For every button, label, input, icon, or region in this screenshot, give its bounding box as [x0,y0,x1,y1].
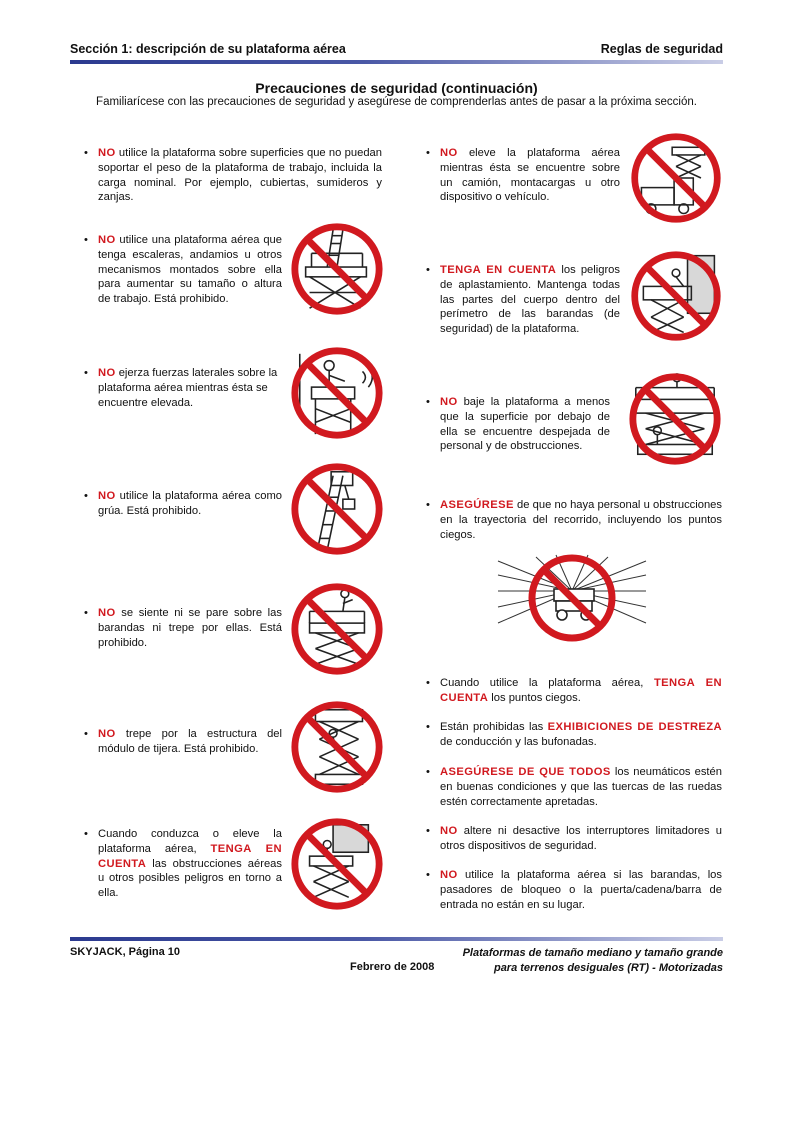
right-item-5: • Cuando utilice la plataforma aérea, TENGA EN CUENTA los puntos ciegos. [426,677,722,704]
header-section-title: Sección 1: descripción de su plataforma aérea [70,42,346,56]
left-item-3: • NO ejerza fuerzas laterales sobre la plataforma aérea mientras ésta se encuentre elevada. [84,367,278,409]
prohibition-icon [628,130,724,226]
left-item-1: • NO utilice la plataforma sobre superficies que no puedan soportar el peso de la plataforma de trabajo, incluida la carga nominal. Por ejemplo, cubiertas, sumideros y zanjas. [84,147,382,204]
right-item-7: • ASEGÚRESE DE QUE TODOS los neumáticos estén en buenas condiciones y que las tuercas de las ruedas estén correctamente apretadas. [426,766,722,808]
bullet: • [84,147,88,159]
right-item-2: • TENGA EN CUENTA los peligros de aplastamiento. Mantenga todas las partes del cuerpo dentro del perímetro de las barandas (de seguridad) de la plataforma. [426,264,621,336]
left-item-2: • NO utilice una plataforma aérea que tenga escaleras, andamios u otros mecanismos montados sobre ella para aumentar su tamaño o altura de trabajo. Está prohibido. [84,234,282,306]
left-item-7: • Cuando conduzca o eleve la plataforma aérea, TENGA EN CUENTA las obstrucciones aéreas u otros posibles peligros en torno a ella. [84,828,283,900]
prohibition-icon [288,698,386,796]
prohibition-icon [628,248,724,344]
left-item-5: • NO se siente ni se pare sobre las barandas ni trepe por ellas. Está prohibido. [84,607,282,649]
prohibition-icon [288,220,386,318]
prohibition-icon [288,580,386,678]
footer-page-number: SKYJACK, Página 10 [70,946,181,958]
right-item-4: • ASEGÚRESE de que no haya personal u obstrucciones en la trayectoria del recorrido, incluyendo los puntos ciegos. [426,499,722,541]
prohibition-icon [496,553,648,643]
footer-date: Febrero de 2008 [350,961,435,973]
header-rule [70,60,723,64]
footer-rule [70,937,723,941]
page-subtitle: Familiarícese con las precauciones de seguridad y asegúrese de comprenderlas antes de pasar a la próxima sección. [96,96,697,108]
right-item-3: • NO baje la plataforma a menos que la superficie por debajo de ella se encuentre despejada de personal y de obstrucciones. [426,396,610,453]
left-item-4: • NO utilice la plataforma aérea como grúa. Está prohibido. [84,490,282,517]
right-item-1: • NO eleve la plataforma aérea mientras ésta se encuentre sobre un camión, montacargas u otro dispositivo o vehículo. [426,147,620,204]
prohibition-icon [626,370,724,468]
header-chapter-title: Reglas de seguridad [600,42,723,56]
right-item-8: • NO altere ni desactive los interruptores limitadores u otros dispositivos de seguridad. [426,825,722,852]
prohibition-icon [288,460,386,558]
right-item-9: • NO utilice la plataforma aérea si las barandas, los pasadores de bloqueo o la puerta/cadena/barra de entrada no están en su lugar. [426,869,722,911]
prohibition-icon [288,344,386,442]
prohibition-icon [288,815,386,913]
page-title: Precauciones de seguridad (continuación) [255,80,538,96]
right-item-6: • Están prohibidas las EXHIBICIONES DE DESTREZA de conducción y las bufonadas. [426,721,722,748]
left-item-6: • NO trepe por la estructura del módulo de tijera. Está prohibido. [84,728,282,755]
footer-product-line: Plataformas de tamaño mediano y tamaño grande para terrenos desiguales (RT) - Motorizadas [462,947,723,974]
